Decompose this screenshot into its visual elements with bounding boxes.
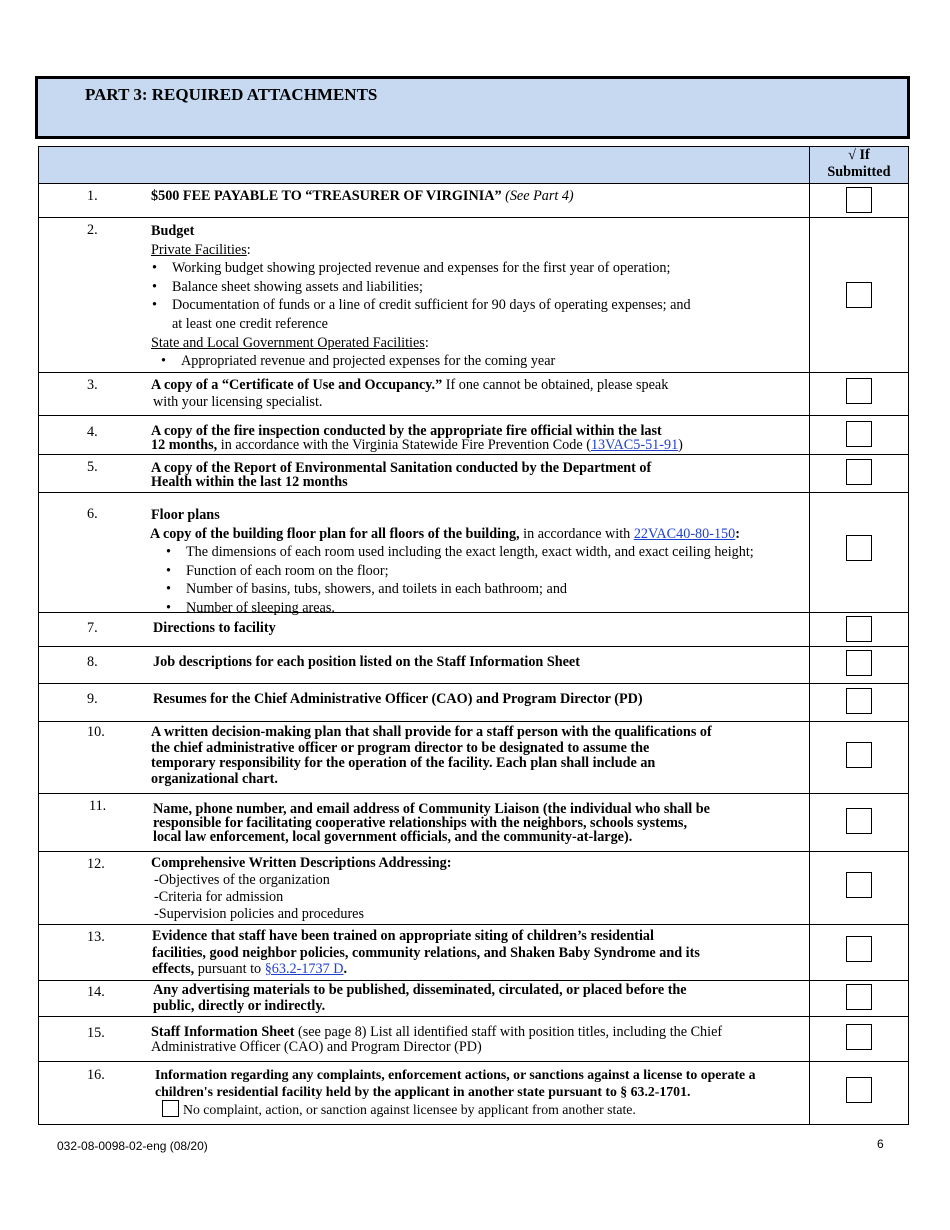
table-header-row — [39, 147, 909, 184]
item-text: : — [735, 525, 740, 542]
list-item: • Number of basins, tubs, showers, and toilets in each bathroom; and — [186, 580, 803, 599]
table-row — [39, 684, 909, 722]
item-text: in accordance with the Virginia Statewide Fire Prevention Code ( — [217, 437, 591, 453]
item-text: facilities, good neighbor policies, community relations, and Shaken Baby Syndrome and its — [152, 944, 700, 961]
item-title: A copy of the fire inspection conducted by the appropriate fire official within the last — [151, 423, 662, 439]
table-row — [39, 373, 909, 416]
item-number: 8. — [87, 654, 98, 670]
submitted-checkbox-12[interactable] — [846, 872, 872, 898]
submitted-checkbox-6[interactable] — [846, 535, 872, 561]
item-title: Resumes for the Chief Administrative Officer (CAO) and Program Director (PD) — [153, 691, 643, 707]
table-row: 2. Budget Private Facilities: • Working budget showing projected revenue and expenses for the first year of operation; • Balance sheet showing assets and liabilities; • Documentation of funds or a line of credit sufficient for 90 days of operating expenses; and at least one credit reference State and Local Government Operated Facilities: • Appropriated revenue and projected expenses for the coming year — [39, 218, 909, 373]
item-text: pursuant to — [194, 961, 265, 977]
header-blank — [39, 147, 810, 184]
submitted-checkbox-4[interactable] — [846, 421, 872, 447]
code-link-22vac40[interactable]: 22VAC40-80-150 — [633, 525, 736, 542]
item-text: ) — [678, 437, 683, 453]
list-item-continuation: at least one credit reference — [172, 315, 328, 332]
item-text: If one cannot be obtained, please speak — [442, 377, 669, 393]
item-title: $500 FEE PAYABLE TO “TREASURER OF VIRGINIA” — [151, 188, 502, 204]
table-row — [39, 184, 909, 218]
list-item: • Number of sleeping areas. — [186, 599, 803, 618]
submitted-checkbox-3[interactable] — [846, 378, 872, 404]
floor-plan-list — [151, 543, 803, 617]
table-row — [39, 647, 909, 684]
submitted-checkbox-5[interactable] — [846, 459, 872, 485]
item-number: 1. — [87, 188, 98, 204]
list-item: • Appropriated revenue and projected expenses for the coming year — [181, 352, 803, 371]
submitted-checkbox-7[interactable] — [846, 616, 872, 642]
item-text: -Criteria for admission — [154, 889, 284, 905]
submitted-checkbox-1[interactable] — [846, 187, 872, 213]
item-text: A written decision-making plan that shall provide for a staff person with the qualifications of — [151, 724, 712, 740]
item-title: Floor plans — [151, 507, 220, 523]
item-number: 4. — [87, 424, 98, 440]
item-title: A copy of a “Certificate of Use and Occupancy.” — [151, 377, 443, 393]
item-title: Job descriptions for each position listed on the Staff Information Sheet — [153, 654, 580, 670]
item-text: with your licensing specialist. — [153, 394, 323, 410]
attachments-table — [38, 146, 909, 1125]
item-text: organizational chart. — [151, 770, 278, 787]
item-number: 10. — [87, 724, 105, 740]
table-row — [39, 1017, 909, 1062]
no-complaint-checkbox[interactable] — [162, 1100, 179, 1117]
item-text: Administrative Officer (CAO) and Program Director (PD) — [151, 1039, 482, 1055]
submitted-checkbox-14[interactable] — [846, 984, 872, 1010]
item-number: 12. — [87, 856, 105, 872]
list-item: • Function of each room on the floor; — [186, 562, 803, 581]
item-note: (See Part 4) — [505, 188, 574, 204]
submitted-checkbox-10[interactable] — [846, 742, 872, 768]
table-row — [39, 1062, 909, 1125]
table-row — [39, 493, 909, 613]
item-number: 15. — [87, 1025, 105, 1041]
submitted-checkbox-2[interactable] — [846, 282, 872, 308]
item-text: effects, — [152, 961, 195, 977]
item-text: -Objectives of the organization — [154, 872, 330, 888]
table-row — [39, 722, 909, 794]
table-row — [39, 852, 909, 925]
item-title: Comprehensive Written Descriptions Addressing: — [151, 855, 452, 871]
table-row — [39, 925, 909, 981]
item-text: Evidence that staff have been trained on appropriate siting of children’s residential — [152, 928, 654, 944]
item-text: responsible for facilitating cooperative relationships with the neighbors, schools systems, — [153, 815, 688, 831]
part-title: PART 3: REQUIRED ATTACHMENTS — [85, 85, 378, 104]
item-text: -Supervision policies and procedures — [154, 906, 364, 922]
item-title: A copy of the building floor plan for all floors of the building, — [150, 525, 520, 542]
item-text: (see page 8) List all identified staff with position titles, including the Chief — [294, 1024, 723, 1040]
page-number: 6 — [877, 1137, 884, 1151]
list-item: • Documentation of funds or a line of credit sufficient for 90 days of operating expenses; and — [172, 296, 803, 315]
item-text: the chief administrative officer or program director to be designated to assume the — [151, 739, 650, 756]
table-row — [39, 981, 909, 1017]
table-row — [39, 416, 909, 455]
item-text: Information regarding any complaints, enforcement actions, or sanctions against a license to operate a — [155, 1067, 756, 1082]
item-title: Budget — [151, 223, 195, 239]
item-text: in accordance with — [519, 525, 634, 542]
item-text: temporary responsibility for the operation of the facility. Each plan shall include an — [151, 755, 656, 772]
table-row — [39, 794, 909, 852]
submitted-checkbox-8[interactable] — [846, 650, 872, 676]
item-title: 12 months, — [151, 437, 218, 453]
item-number: 9. — [87, 691, 98, 707]
code-link-13vac5[interactable]: 13VAC5-51-91 — [590, 437, 679, 453]
item-number: 5. — [87, 459, 98, 475]
item-title: Staff Information Sheet — [151, 1024, 295, 1040]
list-item: • Working budget showing projected revenue and expenses for the first year of operation; — [172, 259, 803, 278]
item-number: 6. — [87, 506, 98, 522]
table-row — [39, 455, 909, 493]
part-header — [35, 76, 910, 139]
item-text: . — [343, 961, 348, 977]
submitted-checkbox-13[interactable] — [846, 936, 872, 962]
item-text: children's residential facility held by the applicant in another state pursuant to § 63.2-1701. — [155, 1083, 691, 1099]
submitted-checkbox-16[interactable] — [846, 1077, 872, 1103]
item-title: Directions to facility — [153, 620, 276, 636]
submitted-header: √ If Submitted — [809, 147, 908, 184]
submitted-checkbox-9[interactable] — [846, 688, 872, 714]
item-number: 11. — [89, 798, 107, 814]
code-link-63-2-1737[interactable]: §63.2-1737 D — [264, 961, 344, 977]
private-facilities-label: Private Facilities — [151, 241, 247, 258]
no-complaint-label: No complaint, action, or sanction against licensee by applicant from another state. — [183, 1102, 636, 1117]
submitted-checkbox-15[interactable] — [846, 1024, 872, 1050]
list-item: • The dimensions of each room used including the exact length, exact width, and exact ceiling height; — [186, 543, 803, 562]
private-list — [151, 259, 803, 315]
item-title: Health within the last 12 months — [151, 474, 348, 490]
table-row — [39, 613, 909, 647]
item-number: 2. — [87, 222, 98, 238]
state-list — [151, 352, 803, 371]
item-number: 14. — [87, 984, 105, 1000]
item-title: A copy of the Report of Environmental Sanitation conducted by the Department of — [151, 460, 652, 476]
item-number: 13. — [87, 929, 105, 945]
list-item: • Balance sheet showing assets and liabilities; — [172, 278, 803, 297]
item-text: Name, phone number, and email address of Community Liaison (the individual who shall be — [153, 801, 710, 817]
form-id: 032-08-0098-02-eng (08/20) — [57, 1139, 208, 1153]
state-facilities-label: State and Local Government Operated Facilities — [151, 334, 425, 351]
item-text: public, directly or indirectly. — [153, 997, 326, 1014]
submitted-checkbox-11[interactable] — [846, 808, 872, 834]
item-number: 3. — [87, 377, 98, 393]
item-text: local law enforcement, local government officials, and the community-at-large). — [153, 829, 633, 845]
item-number: 16. — [87, 1067, 105, 1083]
item-number: 7. — [87, 620, 98, 636]
item-text: Any advertising materials to be published, disseminated, circulated, or placed before the — [153, 982, 687, 998]
